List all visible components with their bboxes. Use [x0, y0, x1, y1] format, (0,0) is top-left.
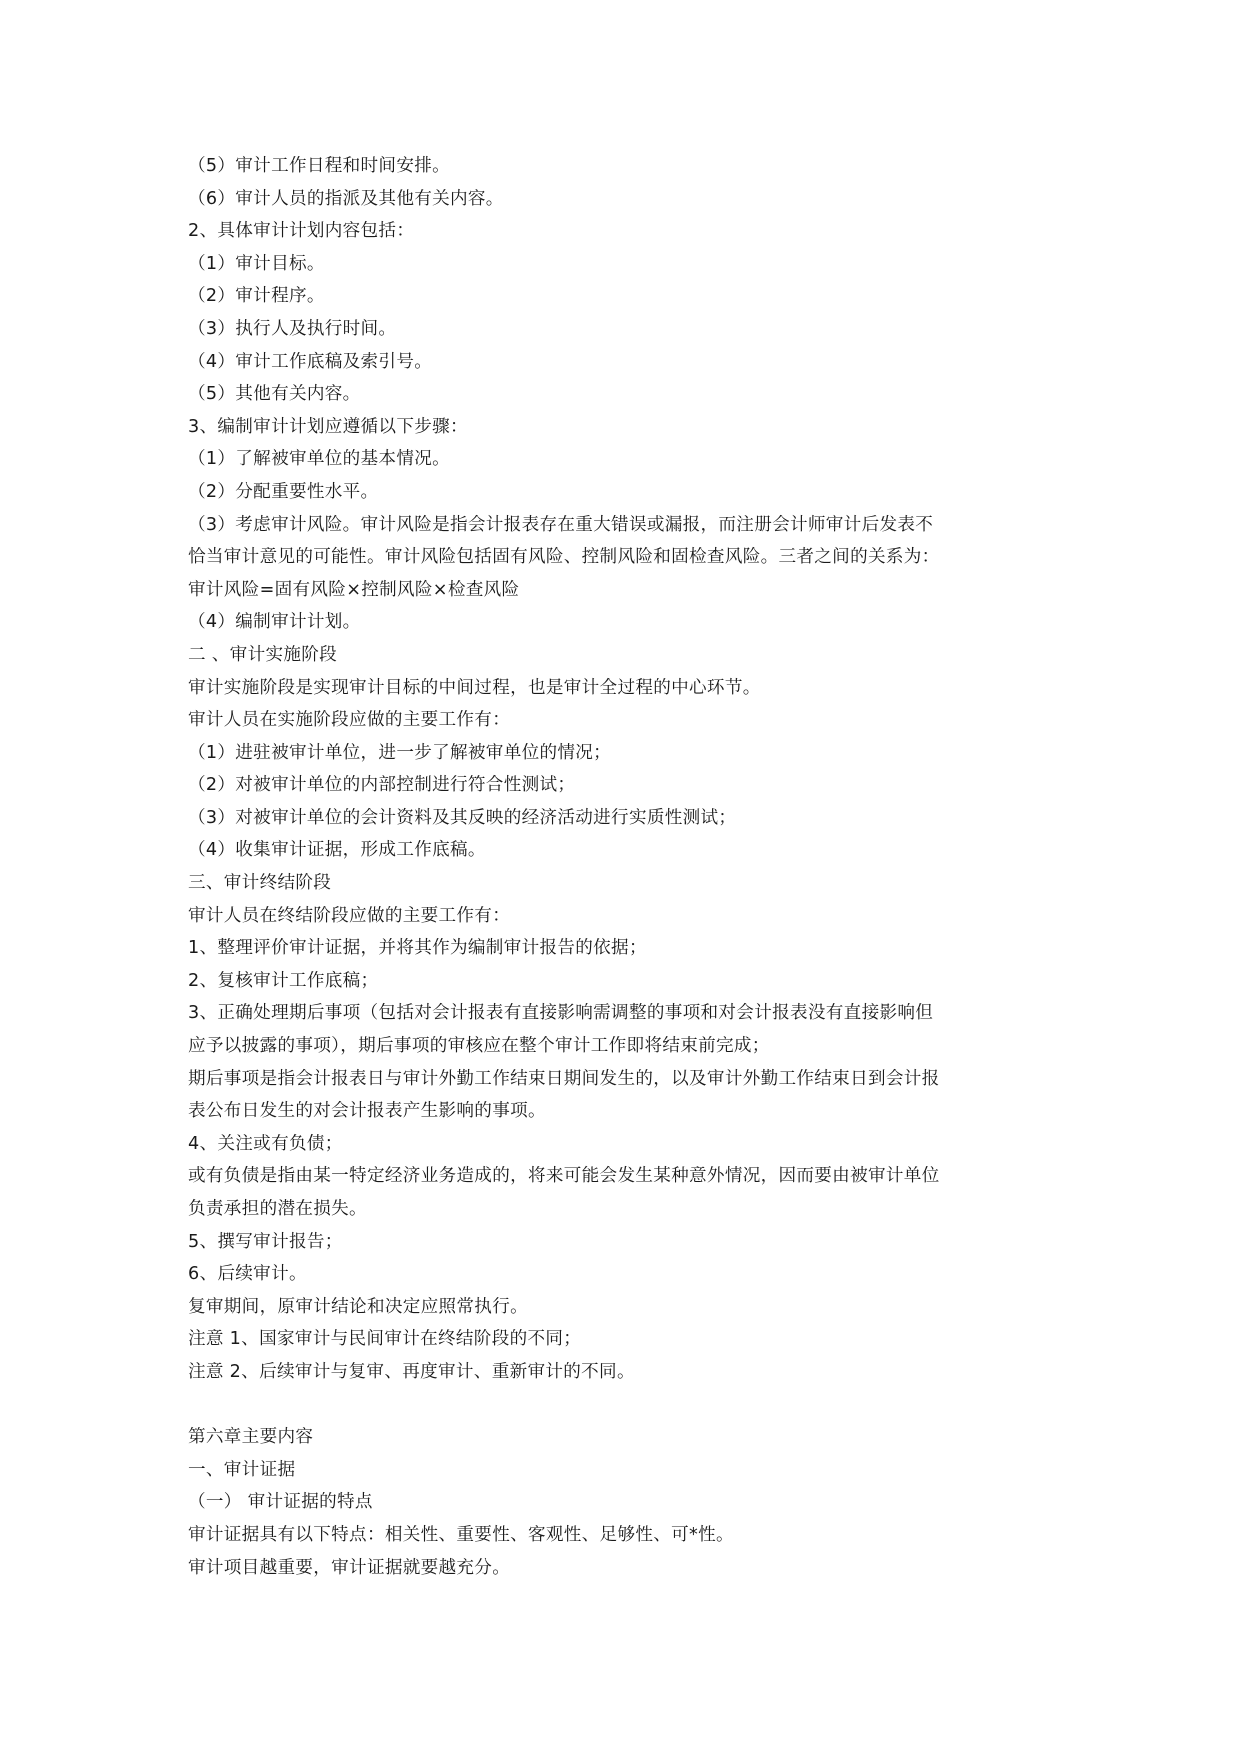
- text-line: 期后事项是指会计报表日与审计外勤工作结束日期间发生的，以及审计外勤工作结束日到会计报: [188, 1068, 940, 1089]
- text-line: （3）对被审计单位的会计资料及其反映的经济活动进行实质性测试；: [188, 807, 737, 828]
- text-line: （1）进驻被审计单位，进一步了解被审单位的情况；: [188, 742, 612, 763]
- chapter-title: 第六章主要内容: [188, 1427, 314, 1448]
- text-line: 审计人员在终结阶段应做的主要工作有：: [188, 905, 511, 926]
- text-line: 应予以披露的事项），期后事项的审核应在整个审计工作即将结束前完成；: [188, 1036, 770, 1057]
- section-heading: 三、审计终结阶段: [188, 873, 332, 894]
- text-line: 或有负债是指由某一特定经济业务造成的，将来可能会发生某种意外情况，因而要由被审计单位: [188, 1166, 940, 1187]
- text-line: （6）审计人员的指派及其他有关内容。: [188, 188, 504, 209]
- text-line: （4）收集审计证据，形成工作底稿。: [188, 840, 486, 861]
- text-line: 审计风险=固有风险×控制风险×检查风险: [188, 579, 520, 600]
- text-line: 复审期间，原审计结论和决定应照常执行。: [188, 1296, 528, 1317]
- text-line: 表公布日发生的对会计报表产生影响的事项。: [188, 1101, 546, 1122]
- text-line: 4、关注或有负债；: [188, 1133, 343, 1154]
- text-line: 注意 1、国家审计与民间审计在终结阶段的不同；: [188, 1329, 582, 1350]
- text-line: 6、后续审计。: [188, 1264, 307, 1285]
- text-line: （3）考虑审计风险。审计风险是指会计报表存在重大错误或漏报，而注册会计师审计后发表不: [188, 514, 934, 535]
- text-line: （1）审计目标。: [188, 253, 325, 274]
- text-block-1: [188, 150, 1068, 1389]
- text-line: 审计项目越重要，审计证据就要越充分。: [188, 1557, 511, 1578]
- text-line: （1）了解被审单位的基本情况。: [188, 449, 451, 470]
- blank-line: [188, 1389, 1068, 1422]
- text-line: 2、具体审计计划内容包括：: [188, 221, 415, 242]
- text-line: 2、复核审计工作底稿；: [188, 970, 379, 991]
- section-heading: 一、审计证据: [188, 1459, 296, 1480]
- text-line: （2）对被审计单位的内部控制进行符合性测试；: [188, 775, 576, 796]
- text-line: （5）审计工作日程和时间安排。: [188, 156, 451, 176]
- text-line: 负责承担的潜在损失。: [188, 1199, 367, 1219]
- text-line: （3）执行人及执行时间。: [188, 318, 397, 339]
- text-line: 审计人员在实施阶段应做的主要工作有：: [188, 710, 511, 731]
- text-line: 3、正确处理期后事项（包括对会计报表有直接影响需调整的事项和对会计报表没有直接影响但: [188, 1003, 934, 1024]
- subsection-heading: （一） 审计证据的特点: [188, 1492, 373, 1513]
- text-line: 审计证据具有以下特点：相关性、重要性、客观性、足够性、可*性。: [188, 1524, 734, 1545]
- section-heading: 二 、审计实施阶段: [188, 644, 338, 665]
- text-block-2: [188, 1421, 1068, 1584]
- text-line: 3、编制审计计划应遵循以下步骤：: [188, 416, 468, 437]
- document-page: [188, 150, 1068, 1584]
- text-line: （4）编制审计计划。: [188, 612, 361, 633]
- text-line: （4）审计工作底稿及索引号。: [188, 351, 433, 372]
- text-line: 恰当审计意见的可能性。审计风险包括固有风险、控制风险和固检查风险。三者之间的关系为：: [188, 547, 940, 568]
- text-line: 注意 2、后续审计与复审、再度审计、重新审计的不同。: [188, 1361, 635, 1382]
- text-line: （5）其他有关内容。: [188, 384, 361, 405]
- text-line: （2）审计程序。: [188, 286, 325, 307]
- text-line: 5、撰写审计报告；: [188, 1231, 343, 1252]
- text-line: 1、整理评价审计证据，并将其作为编制审计报告的依据；: [188, 938, 647, 959]
- text-line: （2）分配重要性水平。: [188, 481, 379, 502]
- text-line: 审计实施阶段是实现审计目标的中间过程，也是审计全过程的中心环节。: [188, 677, 761, 698]
